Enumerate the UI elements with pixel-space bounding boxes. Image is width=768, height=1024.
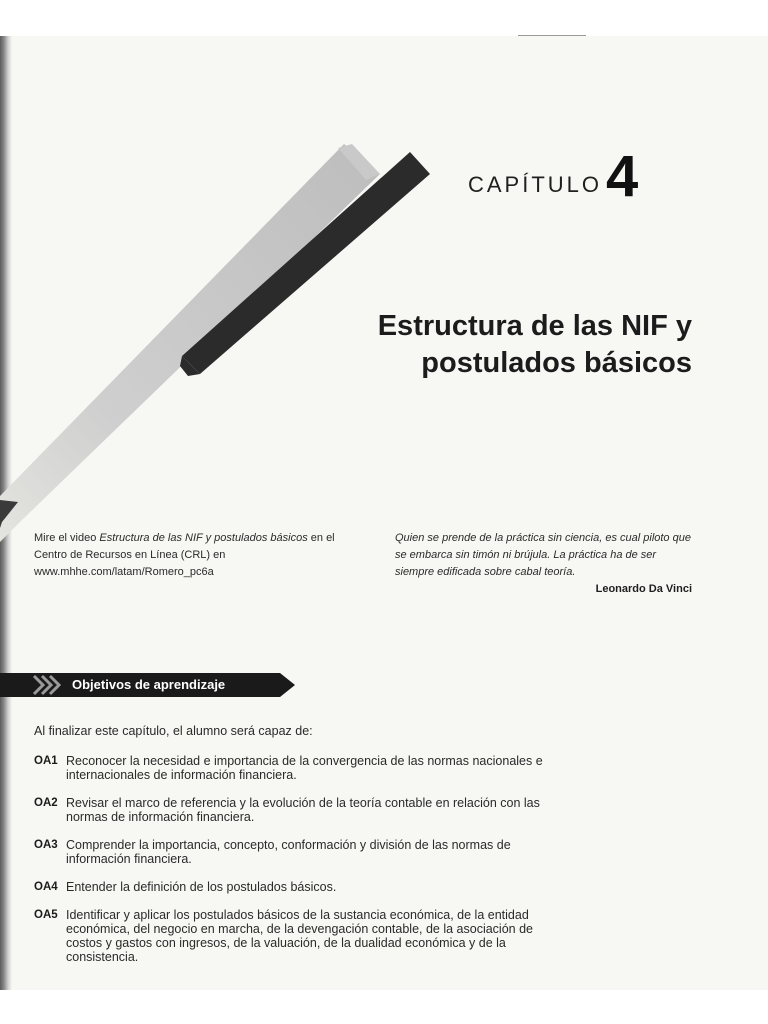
objective-text: Revisar el marco de referencia y la evolución de la teoría contable en relación con las normas de información financiera.	[66, 796, 540, 824]
objective-item	[34, 754, 554, 782]
objective-text: Reconocer la necesidad e importancia de la convergencia de las normas nacionales e internacionales de información financiera.	[66, 754, 543, 782]
chapter-label: CAPÍTULO	[468, 172, 603, 197]
scan-bottom-margin	[0, 990, 768, 1024]
objective-item	[34, 838, 554, 866]
video-note-middle: en el Centro de Recursos en Línea (CRL) en	[34, 532, 335, 561]
objective-item	[34, 880, 554, 894]
video-note-prefix: Mire el video	[34, 532, 100, 544]
objectives-list	[34, 754, 554, 978]
epigraph-quote: Quien se prende de la práctica sin ciencia, es cual piloto que se embarca sin timón ni brújula. La práctica ha de ser siempre edificada sobre cabal teoría.	[395, 532, 691, 578]
objectives-heading: Objetivos de aprendizaje	[72, 677, 226, 692]
objectives-intro: Al finalizar este capítulo, el alumno será capaz de:	[34, 724, 313, 738]
objective-text: Entender la definición de los postulados básicos.	[66, 880, 337, 894]
epigraph-author: Leonardo Da Vinci	[595, 583, 692, 595]
objective-item	[34, 796, 554, 824]
objective-text: Comprender la importancia, concepto, conformación y división de las normas de información financiera.	[66, 838, 511, 866]
chapter-title-line-1: Estructura de las NIF y	[377, 310, 692, 342]
objective-code: OA3	[34, 839, 58, 851]
objective-code: OA4	[34, 881, 58, 893]
objective-code: OA5	[34, 909, 58, 921]
video-url: www.mhhe.com/latam/Romero_pc6a	[34, 566, 214, 578]
scan-top-margin	[0, 0, 768, 36]
objective-code: OA1	[34, 755, 58, 767]
objective-item	[34, 908, 554, 964]
chapter-title-line-2: postulados básicos	[421, 347, 692, 379]
video-note	[34, 530, 364, 581]
header-rule	[518, 35, 586, 36]
objective-text: Identificar y aplicar los postulados básicos de la sustancia económica, de la entidad económica, del negocio en marcha, de la devengación contable, de la asociación de costos y gastos con ingresos, de la valuación, de la dualidad económica y de la consistencia.	[66, 908, 533, 964]
chapter-number: 4	[606, 144, 639, 209]
objective-code: OA2	[34, 797, 58, 809]
chapter-title	[300, 308, 692, 382]
video-title: Estructura de las NIF y postulados básicos	[99, 532, 308, 544]
